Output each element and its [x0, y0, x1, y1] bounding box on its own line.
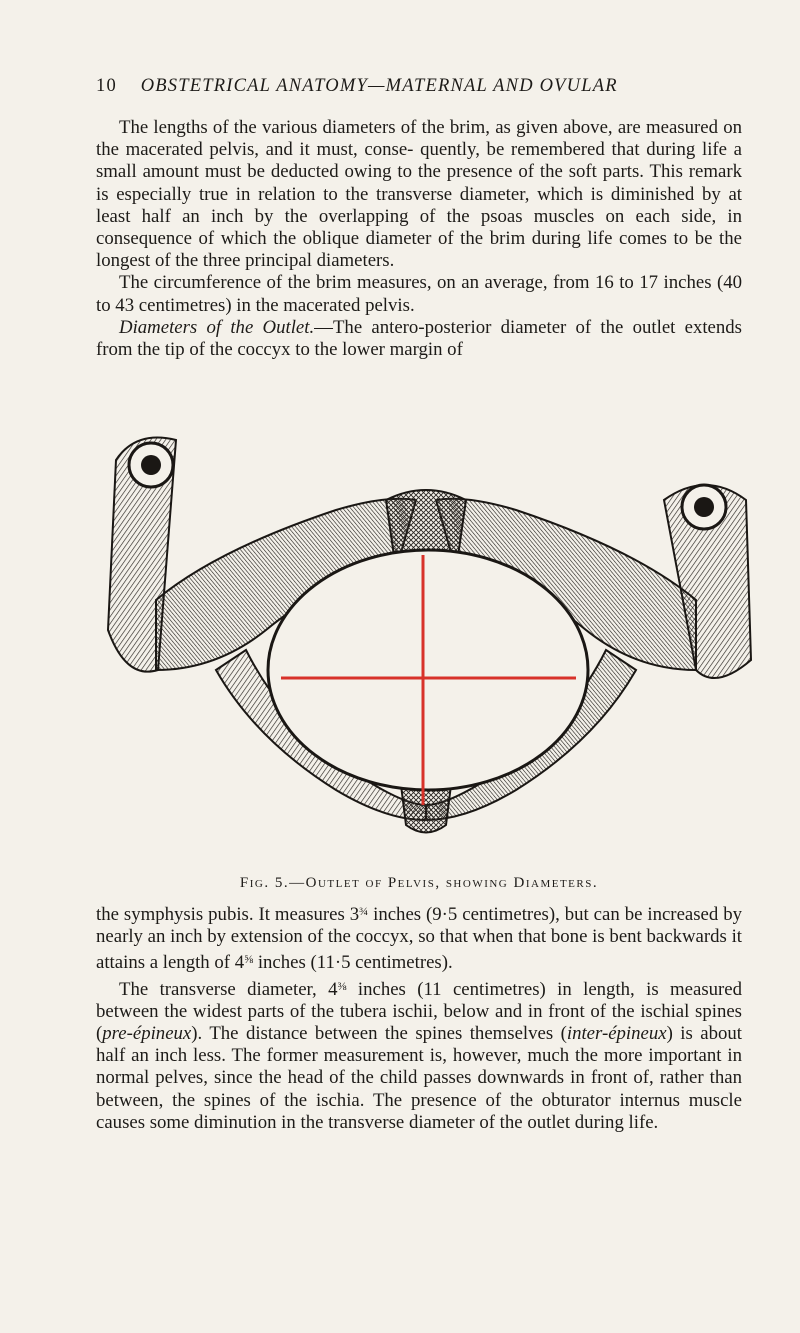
- figure-caption: Fig. 5.—Outlet of Pelvis, showing Diameters.: [239, 875, 599, 891]
- paragraph-ap-diameter: [96, 900, 742, 975]
- fraction: ⅝: [244, 952, 254, 967]
- bottom-text-block: [96, 900, 742, 1134]
- paragraph-brim-circumference: The circumference of the brim measures, on an average, from 16 to 17 inches (40 to 43 centimetres) in the macerated pelvis.: [96, 272, 742, 316]
- pelvic-outlet-opening: [268, 550, 588, 790]
- page-number: 10: [96, 76, 117, 96]
- running-header: [96, 76, 716, 97]
- pelvis-outlet-figure: [96, 420, 756, 860]
- text-span: ) is about half an inch less. The former measurement is, however, much the more important in normal pelves, since the head of the child passes downwards in front of, rather than between, the spines of the ischia. The presence of the obturator internus muscle causes some diminution in the transverse diameter of the outlet during life.: [96, 1023, 742, 1133]
- paragraph-outlet-diameters: [96, 317, 742, 361]
- term-inter-epineux: inter-épineux: [566, 1023, 667, 1045]
- paragraph-brim-lengths: The lengths of the various diameters of the brim, as given above, are measured on the macerated pelvis, and it must, conse- quently, be remembered that during life a small amount must be deducted owing to the presence of the soft parts. This remark is especially true in relation to the transverse diameter, which is diminished by at least half an inch by the overlapping of the psoas muscles on each side, in consequence of which the oblique diameter of the brim during life comes to be the longest of the three principal diameters.: [96, 117, 742, 272]
- running-title: OBSTETRICAL ANATOMY—MATERNAL AND OVULAR: [140, 76, 618, 96]
- text-span: inches (11·5 centimetres).: [253, 952, 453, 974]
- fraction: ⅜: [337, 978, 347, 993]
- text-span: the symphysis pubis. It measures 3: [96, 904, 360, 925]
- top-text-block: [96, 117, 742, 361]
- term-pre-epineux: pre-épineux: [102, 1023, 192, 1045]
- fraction: ¾: [359, 904, 369, 918]
- text-span: inches (9·5 centimetres), but can be increased by nearly an inch by extension of the coccyx, so that when that bone is bent backwards it attains a length of 4: [96, 904, 743, 974]
- paragraph-transverse-diameter: [96, 975, 742, 1134]
- text-span: ). The distance between the spines themselves (: [191, 1023, 567, 1045]
- text-span: inches (11 centimetres) in length, is measured between the widest parts of the tubera ischii, below and in front of the ischial spines (: [96, 978, 742, 1045]
- text-span: The transverse diameter, 4: [119, 978, 338, 1000]
- outlet-heading: Diameters of the Outlet.: [119, 316, 315, 338]
- outlet-text: —The antero-posterior diameter of the outlet extends from the tip of the coccyx to the lower margin of: [96, 316, 742, 361]
